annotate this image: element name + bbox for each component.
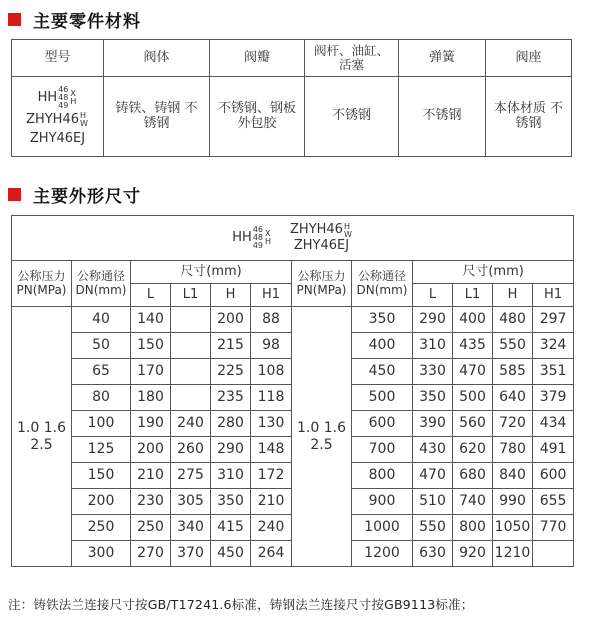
- model-cell: HH 46 48 49 X H ZHYH46 H W ZHY46EJ: [12, 77, 104, 157]
- table-cell: 280: [211, 411, 251, 437]
- body-material: 铸铁、铸钢 不锈钢: [104, 77, 210, 157]
- table-cell: 210: [251, 489, 292, 515]
- table-cell: 108: [251, 359, 292, 385]
- table-cell: 500: [453, 385, 493, 411]
- table-cell: 260: [171, 437, 211, 463]
- table-cell: 310: [413, 333, 453, 359]
- table-cell: 350: [211, 489, 251, 515]
- dn-cell: 800: [352, 463, 413, 489]
- dn-cell: 400: [352, 333, 413, 359]
- dn-cell: 1200: [352, 541, 413, 567]
- materials-table: [11, 39, 572, 157]
- table-cell: 720: [493, 411, 533, 437]
- table-cell: 370: [171, 541, 211, 567]
- header-model: 型号: [12, 40, 104, 77]
- table-cell: 920: [453, 541, 493, 567]
- table-cell: 88: [251, 307, 292, 333]
- table-cell: 240: [251, 515, 292, 541]
- table-cell: 450: [211, 541, 251, 567]
- table-cell: 98: [251, 333, 292, 359]
- dims-title: 主要外形尺寸: [33, 187, 141, 207]
- dimensions-table: [11, 215, 574, 567]
- table-cell: 379: [533, 385, 574, 411]
- header-spring: 弹簧: [399, 40, 486, 77]
- table-cell: 400: [453, 307, 493, 333]
- table-cell: 170: [131, 359, 171, 385]
- table-cell: 480: [493, 307, 533, 333]
- dn-cell: 350: [352, 307, 413, 333]
- table-cell: 990: [493, 489, 533, 515]
- dn-cell: 300: [72, 541, 131, 567]
- table-cell: 264: [251, 541, 292, 567]
- dn-cell: 150: [72, 463, 131, 489]
- dn-cell: 65: [72, 359, 131, 385]
- col-h: H: [211, 284, 251, 307]
- table-cell: 550: [493, 333, 533, 359]
- table-cell: 290: [413, 307, 453, 333]
- pn-values: 1.0 1.6 2.5: [292, 307, 352, 567]
- table-cell: 290: [211, 437, 251, 463]
- header-seat: 阀座: [486, 40, 572, 77]
- table-cell: 415: [211, 515, 251, 541]
- dn-cell: 100: [72, 411, 131, 437]
- dims-model-cell: HH 46 48 49 X H ZHYH46 H W ZHY46EJ: [12, 216, 574, 261]
- table-cell: 630: [413, 541, 453, 567]
- header-disc: 阀瓣: [210, 40, 305, 77]
- col-l1: L1: [453, 284, 493, 307]
- footnote: 注：铸铁法兰连接尺寸按GB/T17241.6标准，铸钢法兰连接尺寸按GB9113标准；: [8, 597, 474, 612]
- table-cell: 235: [211, 385, 251, 411]
- table-cell: 190: [131, 411, 171, 437]
- table-cell: 640: [493, 385, 533, 411]
- dn-label-left: 公称通径 DN(mm): [72, 261, 131, 307]
- table-cell: 680: [453, 463, 493, 489]
- table-cell: 491: [533, 437, 574, 463]
- table-cell: 470: [453, 359, 493, 385]
- pn-label-left: 公称压力 PN(MPa): [12, 261, 72, 307]
- dn-cell: 1000: [352, 515, 413, 541]
- table-cell: 150: [131, 333, 171, 359]
- table-cell: 1050: [493, 515, 533, 541]
- table-cell: 310: [211, 463, 251, 489]
- table-cell: 180: [131, 385, 171, 411]
- table-cell: 620: [453, 437, 493, 463]
- dn-cell: 125: [72, 437, 131, 463]
- dn-cell: 900: [352, 489, 413, 515]
- table-cell: [171, 307, 211, 333]
- table-cell: 780: [493, 437, 533, 463]
- spring-material: 不锈钢: [399, 77, 486, 157]
- table-cell: 470: [413, 463, 453, 489]
- table-cell: 351: [533, 359, 574, 385]
- materials-section-title: [8, 7, 141, 32]
- col-l: L: [413, 284, 453, 307]
- table-cell: 210: [131, 463, 171, 489]
- table-cell: 172: [251, 463, 292, 489]
- disc-material: 不锈钢、钢板外包胶: [210, 77, 305, 157]
- table-cell: 215: [211, 333, 251, 359]
- dn-cell: 600: [352, 411, 413, 437]
- table-cell: 770: [533, 515, 574, 541]
- table-cell: 434: [533, 411, 574, 437]
- table-cell: 800: [453, 515, 493, 541]
- header-stem: 阀杆、油缸、活塞: [305, 40, 399, 77]
- table-cell: 305: [171, 489, 211, 515]
- table-cell: 225: [211, 359, 251, 385]
- dn-cell: 700: [352, 437, 413, 463]
- dn-cell: 500: [352, 385, 413, 411]
- dn-cell: 80: [72, 385, 131, 411]
- table-cell: 550: [413, 515, 453, 541]
- dn-cell: 40: [72, 307, 131, 333]
- table-cell: 390: [413, 411, 453, 437]
- size-label-left: 尺寸(mm): [131, 261, 292, 284]
- table-cell: 1210: [493, 541, 533, 567]
- title-marker-icon: [8, 13, 21, 26]
- col-h: H: [493, 284, 533, 307]
- seat-material: 本体材质 不锈钢: [486, 77, 572, 157]
- header-body: 阀体: [104, 40, 210, 77]
- col-l: L: [131, 284, 171, 307]
- table-cell: 350: [413, 385, 453, 411]
- table-cell: 435: [453, 333, 493, 359]
- dn-cell: 200: [72, 489, 131, 515]
- col-h1: H1: [251, 284, 292, 307]
- title-marker-icon: [8, 188, 21, 201]
- table-cell: 130: [251, 411, 292, 437]
- table-cell: 330: [413, 359, 453, 385]
- col-h1: H1: [533, 284, 574, 307]
- table-cell: [171, 333, 211, 359]
- table-cell: 118: [251, 385, 292, 411]
- table-cell: [533, 541, 574, 567]
- table-cell: 560: [453, 411, 493, 437]
- table-cell: 510: [413, 489, 453, 515]
- table-cell: 140: [131, 307, 171, 333]
- table-cell: 148: [251, 437, 292, 463]
- table-cell: 340: [171, 515, 211, 541]
- table-row: [12, 307, 574, 333]
- table-cell: 840: [493, 463, 533, 489]
- table-cell: 655: [533, 489, 574, 515]
- table-cell: 270: [131, 541, 171, 567]
- table-cell: 324: [533, 333, 574, 359]
- size-label-right: 尺寸(mm): [413, 261, 574, 284]
- dn-label-right: 公称通径 DN(mm): [352, 261, 413, 307]
- table-cell: 240: [171, 411, 211, 437]
- table-cell: 250: [131, 515, 171, 541]
- dims-section-title: [8, 182, 141, 207]
- pn-label-right: 公称压力 PN(MPa): [292, 261, 352, 307]
- table-cell: 585: [493, 359, 533, 385]
- table-cell: 200: [211, 307, 251, 333]
- table-cell: 275: [171, 463, 211, 489]
- col-l1: L1: [171, 284, 211, 307]
- table-cell: 230: [131, 489, 171, 515]
- table-cell: 297: [533, 307, 574, 333]
- dimensions-body: [12, 307, 574, 567]
- table-cell: [171, 359, 211, 385]
- table-cell: 200: [131, 437, 171, 463]
- table-cell: 740: [453, 489, 493, 515]
- dn-cell: 450: [352, 359, 413, 385]
- dn-cell: 50: [72, 333, 131, 359]
- table-cell: 430: [413, 437, 453, 463]
- materials-title: 主要零件材料: [33, 12, 141, 32]
- dn-cell: 250: [72, 515, 131, 541]
- stem-material: 不锈钢: [305, 77, 399, 157]
- pn-values: 1.0 1.6 2.5: [12, 307, 72, 567]
- table-cell: 600: [533, 463, 574, 489]
- table-cell: [171, 385, 211, 411]
